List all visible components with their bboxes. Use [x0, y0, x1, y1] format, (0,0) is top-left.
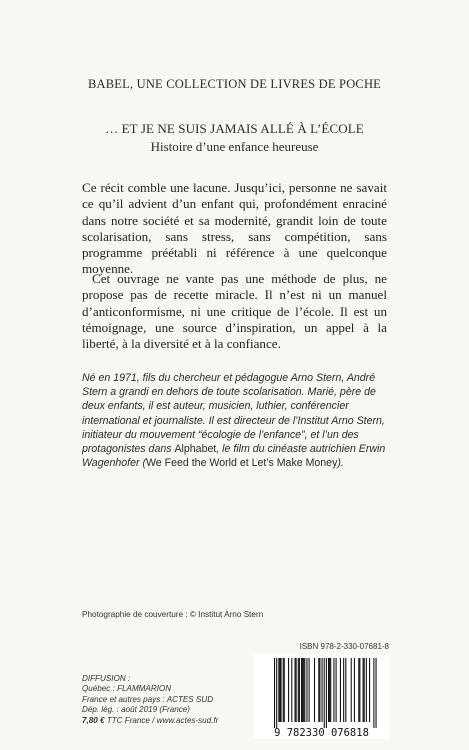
- barcode-bar: [284, 658, 285, 722]
- barcode-bar: [329, 658, 330, 722]
- distribution-info: [82, 674, 218, 726]
- bio-text-part-1: Né en 1971, fils du chercheur et pédagogue Arno Stern, André Stern a grandi en dehors de toute scolarisation. Marié, père de deux enfants, il est auteur, musicien, luthier, conférencier international et journaliste. Il est directeur de l’Institut Arno Stern, initiateur du mouvement “écologie de l’enfance”, et l’un des protagonistes dans: [82, 372, 385, 456]
- barcode-bar: [373, 658, 374, 728]
- barcode-bar: [278, 658, 279, 722]
- author-bio: [82, 371, 389, 470]
- distribution-quebec: Québec : FLAMMARION: [82, 684, 172, 694]
- barcode-bar: [280, 658, 281, 722]
- bio-text-part-2: , le film du cinéaste autrichien Erwin Wagenhofer (: [82, 443, 386, 470]
- barcode-bar: [345, 658, 346, 722]
- legal-deposit: Dép. lég. : août 2019 (France): [82, 705, 190, 715]
- barcode-bars: [274, 658, 377, 728]
- barcode-bar: [314, 658, 315, 722]
- barcode-bar: [302, 658, 303, 722]
- collection-line: BABEL, UNE COLLECTION DE LIVRES DE POCHE: [87, 77, 382, 91]
- barcode-bar: [303, 658, 304, 722]
- barcode-bar: [276, 658, 277, 728]
- summary-paragraph-2: Cet ouvrage ne vante pas une méthode de plus, ne propose pas de recette miracle. Il n’est ni un manuel d’anticonformisme, ni une critique de l’école. Il est un témoignage, une source d’inspiration, un appel à la liberté, à la diversité et à la confiance.: [82, 271, 387, 352]
- book-title: … ET JE NE SUIS JAMAIS ALLÉ À L’ÉCOLE: [105, 121, 364, 136]
- barcode-bar: [354, 658, 355, 722]
- barcode-bar: [326, 658, 327, 728]
- barcode-bar: [291, 658, 292, 722]
- barcode-bar: [336, 658, 337, 722]
- summary-paragraph-1: Ce récit comble une lacune. Jusqu’ici, personne ne savait ce qu’il advient d’un enfant qui, profondément enraciné dans notre société et sa modernité, grandit loin de toute scolarisation, sans stress, sans compétition, sans programme préétabli ni référence à une quelconque moyenne.: [82, 180, 387, 277]
- distribution-france: France et autres pays : ACTES SUD: [82, 694, 214, 704]
- barcode-bar: [296, 658, 297, 722]
- barcode-bar: [318, 658, 319, 722]
- barcode-bar: [366, 658, 367, 722]
- barcode-bar: [328, 658, 329, 722]
- barcode-bar: [274, 658, 275, 728]
- distribution-header: DIFFUSION :: [82, 674, 131, 683]
- barcode: [254, 654, 389, 739]
- barcode-bar: [322, 658, 323, 722]
- barcode-bar: [340, 658, 341, 722]
- barcode-bar: [309, 658, 310, 722]
- barcode-bar: [301, 658, 302, 722]
- bio-film-title: Alphabet: [174, 443, 217, 456]
- barcode-bar: [364, 658, 365, 722]
- barcode-bar: [330, 658, 331, 722]
- barcode-bar: [279, 658, 280, 722]
- barcode-graphic: [254, 654, 389, 739]
- book-subtitle: Histoire d’une enfance heureuse: [150, 139, 319, 154]
- barcode-bar: [298, 658, 299, 722]
- barcode-bar: [369, 658, 370, 722]
- barcode-bar: [324, 658, 325, 728]
- barcode-bar: [351, 658, 352, 722]
- bio-text-end: ).: [337, 457, 344, 470]
- barcode-digits: 9 782330 076818: [274, 727, 369, 739]
- photo-credit: Photographie de couverture : © Institut Arno Stern: [82, 610, 264, 619]
- price-line: [82, 716, 218, 726]
- barcode-bar: [283, 658, 284, 722]
- barcode-bar: [299, 658, 300, 722]
- price-suffix: TTC France / www.actes-sud.fr: [104, 715, 219, 725]
- barcode-bar: [359, 658, 360, 722]
- barcode-bar: [376, 658, 377, 728]
- isbn-label: ISBN 978-2-330-07681-8: [299, 642, 389, 651]
- price: 7,80 €: [82, 715, 105, 725]
- barcode-bar: [288, 658, 289, 722]
- barcode-bar: [333, 658, 334, 722]
- barcode-bar: [304, 658, 305, 722]
- barcode-bar: [306, 658, 307, 722]
- barcode-bar: [363, 658, 364, 722]
- barcode-bar: [358, 658, 359, 722]
- barcode-bar: [343, 658, 344, 722]
- barcode-bar: [295, 658, 296, 722]
- bio-other-films: We Feed the World et Let’s Make Money: [146, 457, 338, 470]
- barcode-bar: [319, 658, 320, 722]
